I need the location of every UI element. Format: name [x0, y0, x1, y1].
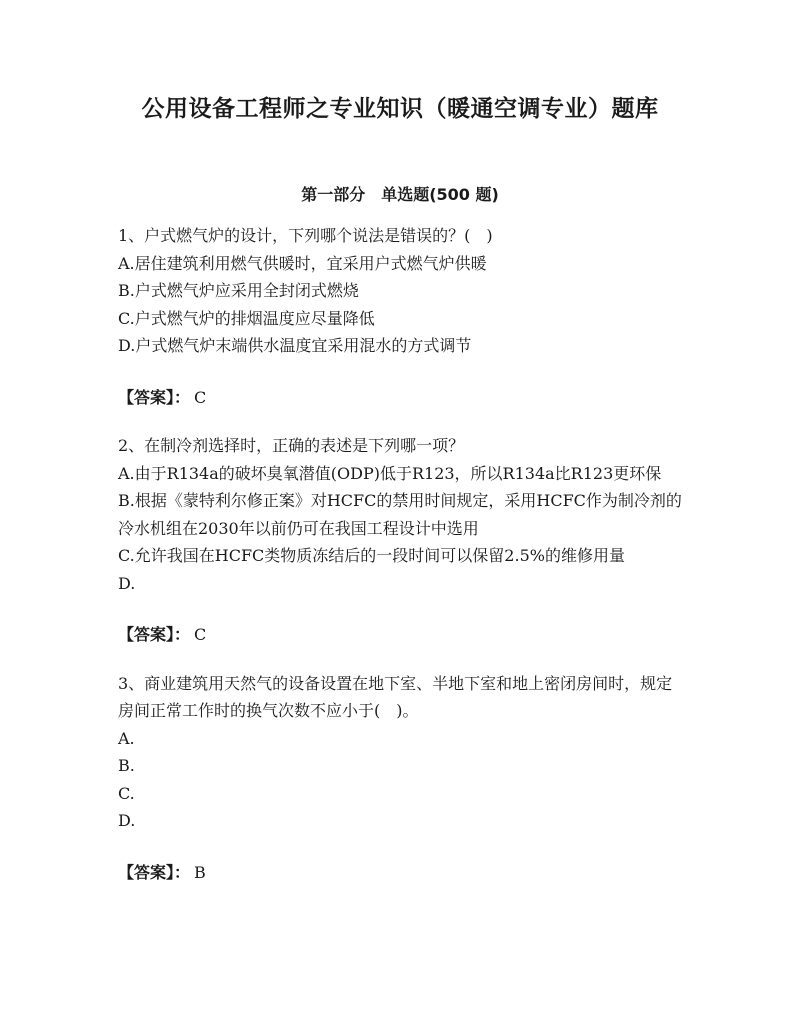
question-stem: 3、商业建筑用天然气的设备设置在地下室、半地下室和地上密闭房间时，规定房间正常工作时的换气次数不应小于( )。 [118, 673, 673, 720]
question-1 [118, 222, 683, 432]
question-stem: 1、户式燃气炉的设计，下列哪个说法是错误的？( ) [118, 226, 493, 245]
option-c: C.允许我国在HCFC类物质冻结后的一段时间可以保留2.5%的维修用量 [118, 546, 625, 565]
answer-label: 【答案】 [118, 387, 175, 407]
answer-label: 【答案】 [118, 625, 175, 644]
option-c: C. [118, 783, 135, 803]
answer-separator: ： [174, 862, 191, 882]
question-3 [118, 670, 683, 887]
option-b: B.根据《蒙特利尔修正案》对HCFC的禁用时间规定，采用HCFC作为制冷剂的冷水机组在2030年以前仍可在我国工程设计中选用 [118, 491, 682, 538]
option-b: B. [118, 756, 135, 775]
answer-value: C [194, 625, 207, 644]
option-a: A.居住建筑利用燃气供暖时，宜采用户式燃气炉供暖 [118, 253, 487, 273]
answer-value: C [194, 387, 207, 407]
answer-line [118, 621, 683, 649]
option-b: B.户式燃气炉应采用全封闭式燃烧 [118, 281, 359, 300]
option-d: D.户式燃气炉末端供水温度宜采用混水的方式调节 [118, 336, 472, 355]
answer-line [118, 859, 683, 887]
question-list [118, 222, 683, 886]
answer-separator: ： [174, 625, 191, 644]
question-2 [118, 432, 683, 670]
answer-label: 【答案】 [118, 862, 175, 882]
option-d: D. [118, 573, 136, 593]
option-a: A.由于R134a的破坏臭氧潜值(ODP)低于R123，所以R134a比R123更环保 [118, 463, 662, 483]
option-a: A. [118, 728, 135, 748]
answer-line [118, 384, 683, 412]
section-heading: 第一部分 单选题(500 题) [301, 185, 499, 204]
question-stem: 2、在制冷剂选择时，正确的表述是下列哪一项？ [118, 436, 465, 455]
document-title: 公用设备工程师之专业知识（暖通空调专业）题库 [141, 96, 659, 122]
option-d: D. [118, 811, 136, 830]
answer-separator: ： [174, 387, 191, 407]
answer-value: B [194, 862, 206, 882]
option-c: C.户式燃气炉的排烟温度应尽量降低 [118, 308, 375, 328]
